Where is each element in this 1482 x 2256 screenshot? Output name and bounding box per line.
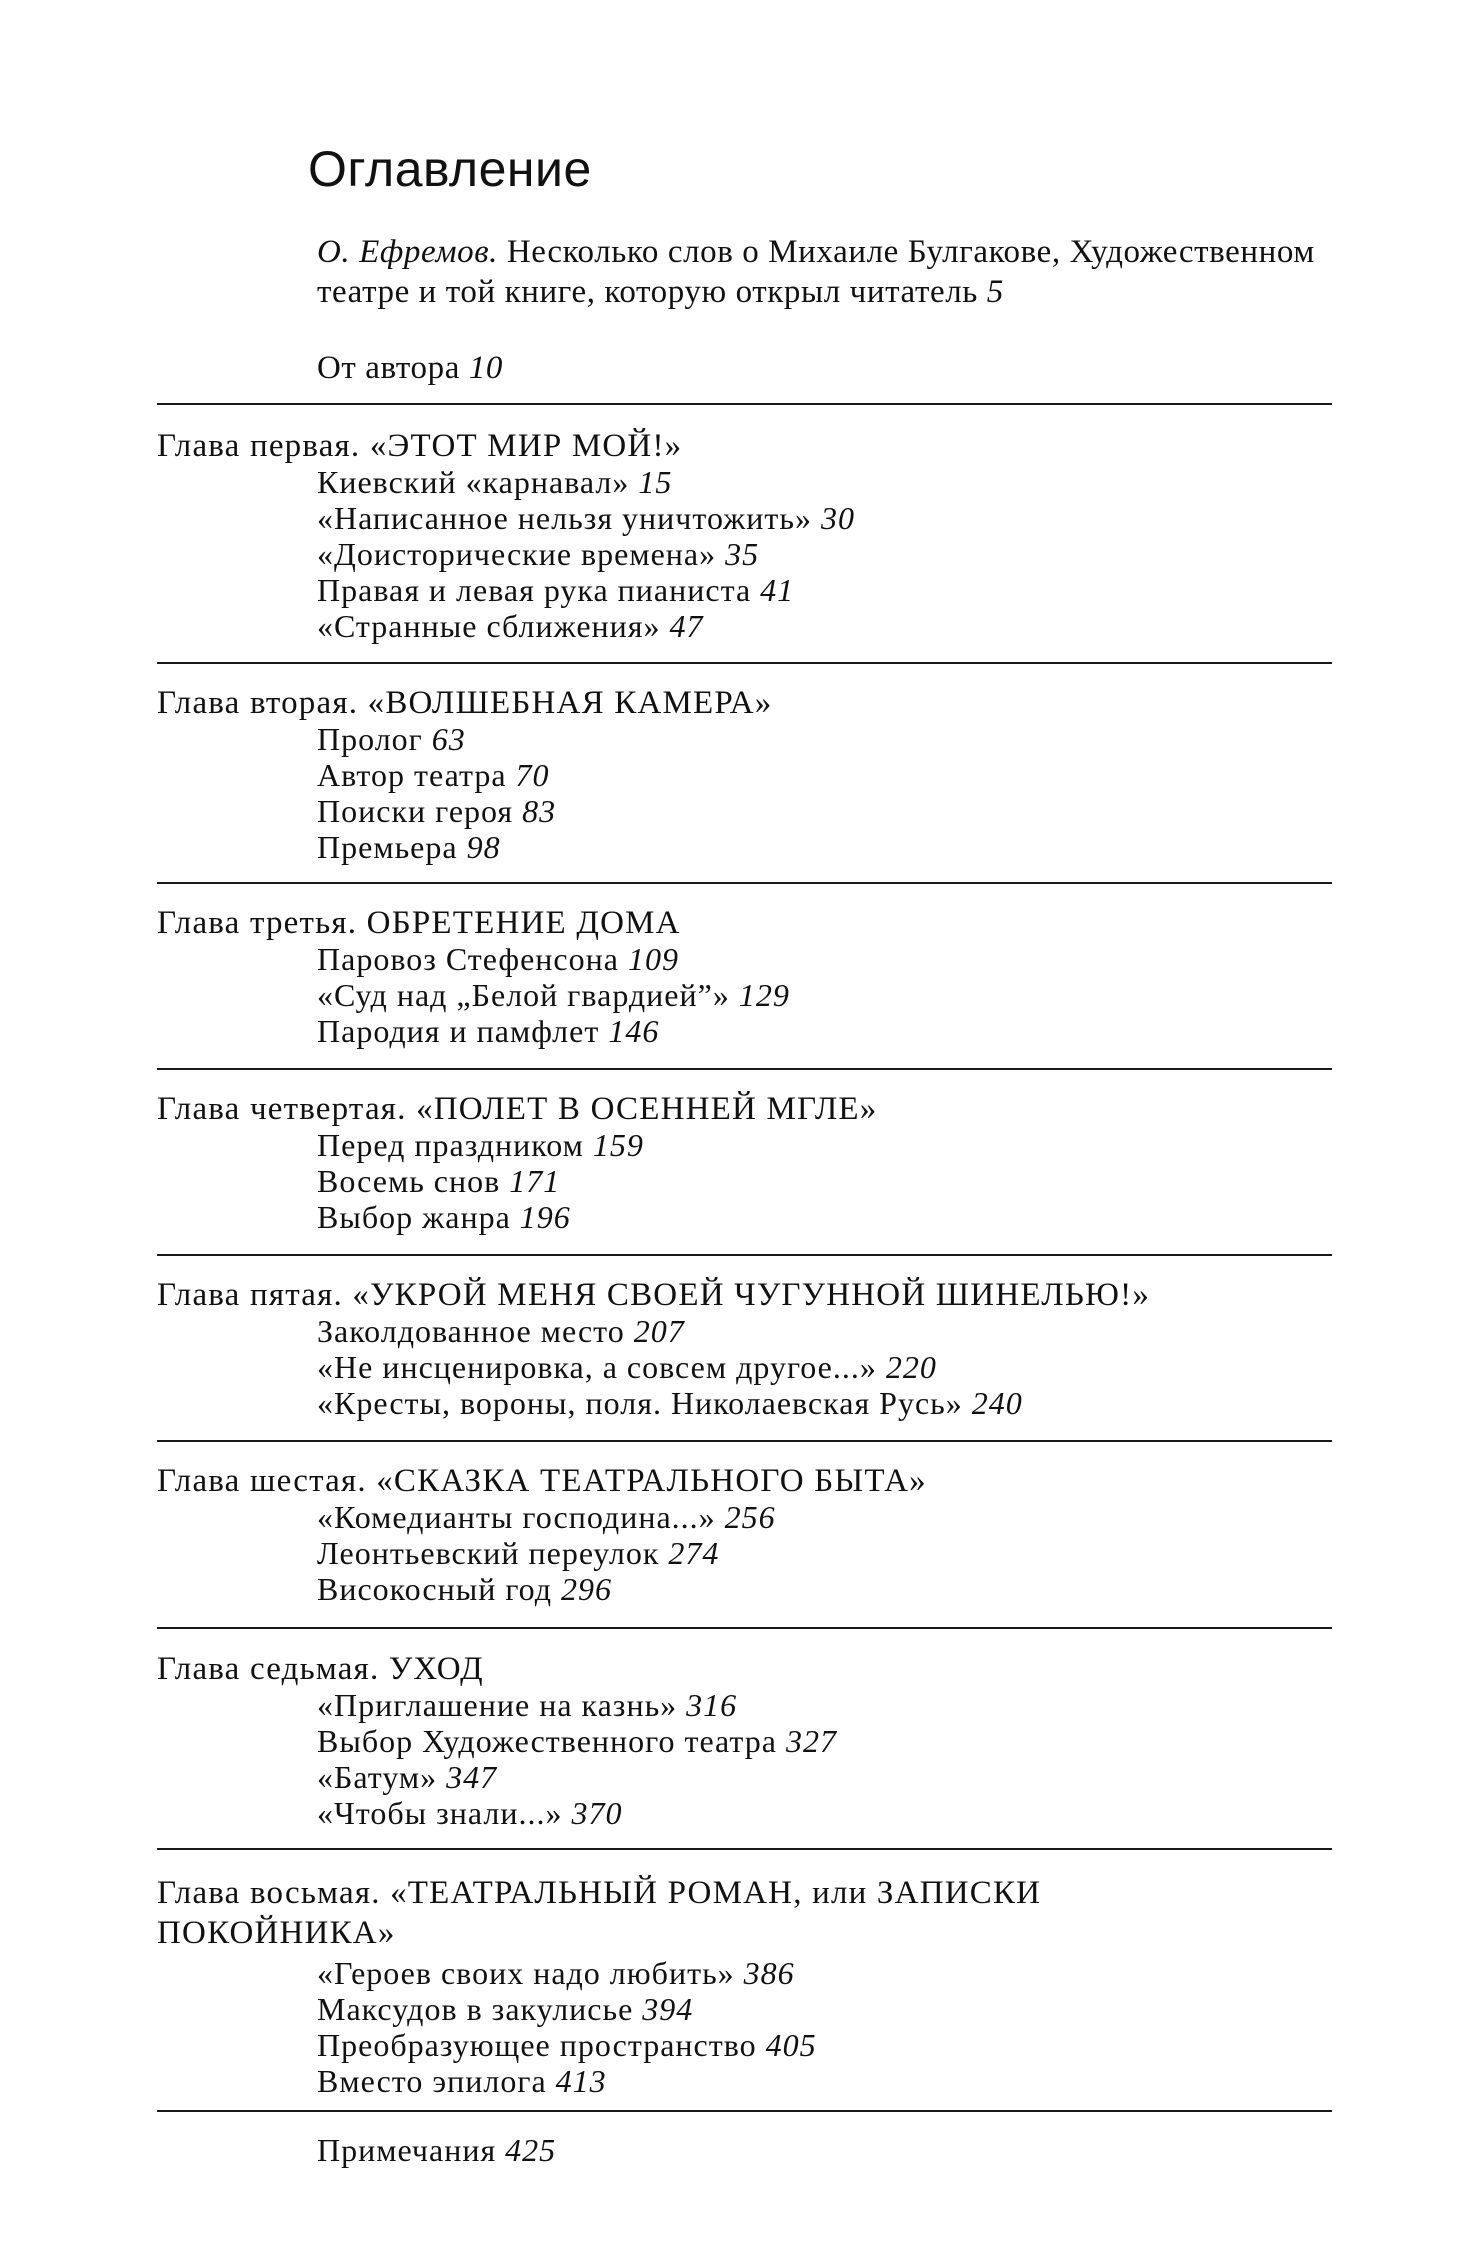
section-entry: «Комедианты господина...» 256	[317, 1499, 776, 1535]
intro-author: О. Ефремов.	[317, 234, 498, 270]
section-entry: Високосный год 296	[317, 1571, 613, 1607]
chapter-2-sections	[317, 721, 556, 865]
notes-entry	[317, 2132, 556, 2169]
section-entry: Максудов в закулисье 394	[317, 1991, 694, 2027]
section-entry: Вместо эпилога 413	[317, 2063, 607, 2099]
section-entry: «Чтобы знали...» 370	[317, 1795, 623, 1831]
section-entry: «Кресты, вороны, поля. Николаевская Русь» 240	[317, 1385, 1023, 1421]
chapter-1-sections	[317, 464, 855, 644]
section-entry: Выбор жанра 196	[317, 1199, 571, 1235]
section-entry: Поиски героя 83	[317, 793, 557, 829]
chapter-4-sections	[317, 1127, 644, 1235]
section-entry: Заколдованное место 207	[317, 1313, 685, 1349]
section-entry: «Доисторические времена» 35	[317, 536, 760, 572]
chapter-heading-1: Глава первая. «ЭТОТ МИР МОЙ!»	[157, 428, 683, 464]
section-entry: Выбор Художественного театра 327	[317, 1723, 837, 1759]
section-entry: «Приглашение на казнь» 316	[317, 1687, 738, 1723]
section-entry: Автор театра 70	[317, 757, 550, 793]
chapter-heading-2: Глава вторая. «ВОЛШЕБНАЯ КАМЕРА»	[157, 685, 773, 721]
chapter-8-sections	[317, 1955, 817, 2099]
page-title: Оглавление	[308, 141, 592, 197]
chapter-heading-5: Глава пятая. «УКРОЙ МЕНЯ СВОЕЙ ЧУГУННОЙ ШИНЕЛЬЮ!»	[157, 1277, 1151, 1313]
section-entry: «Странные сближения» 47	[317, 608, 704, 644]
section-entry: «Не инсценировка, а совсем другое...» 220	[317, 1349, 937, 1385]
foreword-page-number: 10	[468, 350, 504, 386]
chapter-heading-7: Глава седьмая. УХОД	[157, 1651, 484, 1687]
chapter-divider	[157, 1440, 1332, 1442]
chapter-heading-6: Глава шестая. «СКАЗКА ТЕАТРАЛЬНОГО БЫТА»	[157, 1463, 927, 1499]
chapter-5-sections	[317, 1313, 1023, 1421]
chapter-divider	[157, 2110, 1332, 2112]
section-entry: «Героев своих надо любить» 386	[317, 1955, 795, 1991]
section-entry: «Батум» 347	[317, 1759, 498, 1795]
section-entry: Перед праздником 159	[317, 1127, 644, 1163]
foreword-label: От автора	[317, 350, 460, 386]
section-entry: «Суд над „Белой гвардией”» 129	[317, 977, 790, 1013]
chapter-6-sections	[317, 1499, 776, 1607]
chapter-7-sections	[317, 1687, 837, 1831]
chapter-3-sections	[317, 941, 790, 1049]
chapter-divider	[157, 1627, 1332, 1629]
chapter-heading-8: Глава восьмая. «ТЕАТРАЛЬНЫЙ РОМАН, или ЗАПИСКИ ПОКОЙНИКА»	[157, 1875, 1042, 1951]
section-entry: Восемь снов 171	[317, 1163, 561, 1199]
chapter-divider	[157, 1068, 1332, 1070]
intro-page-number: 5	[986, 274, 1004, 310]
section-entry: Паровоз Стефенсона 109	[317, 941, 679, 977]
notes-label: Примечания	[317, 2132, 497, 2168]
section-entry: Пролог 63	[317, 721, 466, 757]
section-entry: Леонтьевский переулок 274	[317, 1535, 720, 1571]
chapter-divider	[157, 662, 1332, 664]
section-entry: Пародия и памфлет 146	[317, 1013, 660, 1049]
chapter-heading-3: Глава третья. ОБРЕТЕНИЕ ДОМА	[157, 905, 681, 941]
section-entry: Правая и левая рука пианиста 41	[317, 572, 795, 608]
intro-entry	[317, 232, 1332, 312]
section-entry: Киевский «карнавал» 15	[317, 464, 673, 500]
notes-page-number: 425	[505, 2132, 557, 2168]
chapter-divider	[157, 882, 1332, 884]
chapter-divider	[157, 403, 1332, 405]
chapter-divider	[157, 1848, 1332, 1850]
section-entry: «Написанное нельзя уничтожить» 30	[317, 500, 855, 536]
chapter-heading-4: Глава четвертая. «ПОЛЕТ В ОСЕННЕЙ МГЛЕ»	[157, 1091, 878, 1127]
section-entry: Премьера 98	[317, 829, 501, 865]
section-entry: Преобразующее пространство 405	[317, 2027, 817, 2063]
chapter-divider	[157, 1254, 1332, 1256]
intro-text: Несколько слов о Михаиле Булгакове, Художественном театре и той книге, которую открыл читатель	[317, 234, 1315, 310]
foreword-entry	[317, 350, 503, 387]
